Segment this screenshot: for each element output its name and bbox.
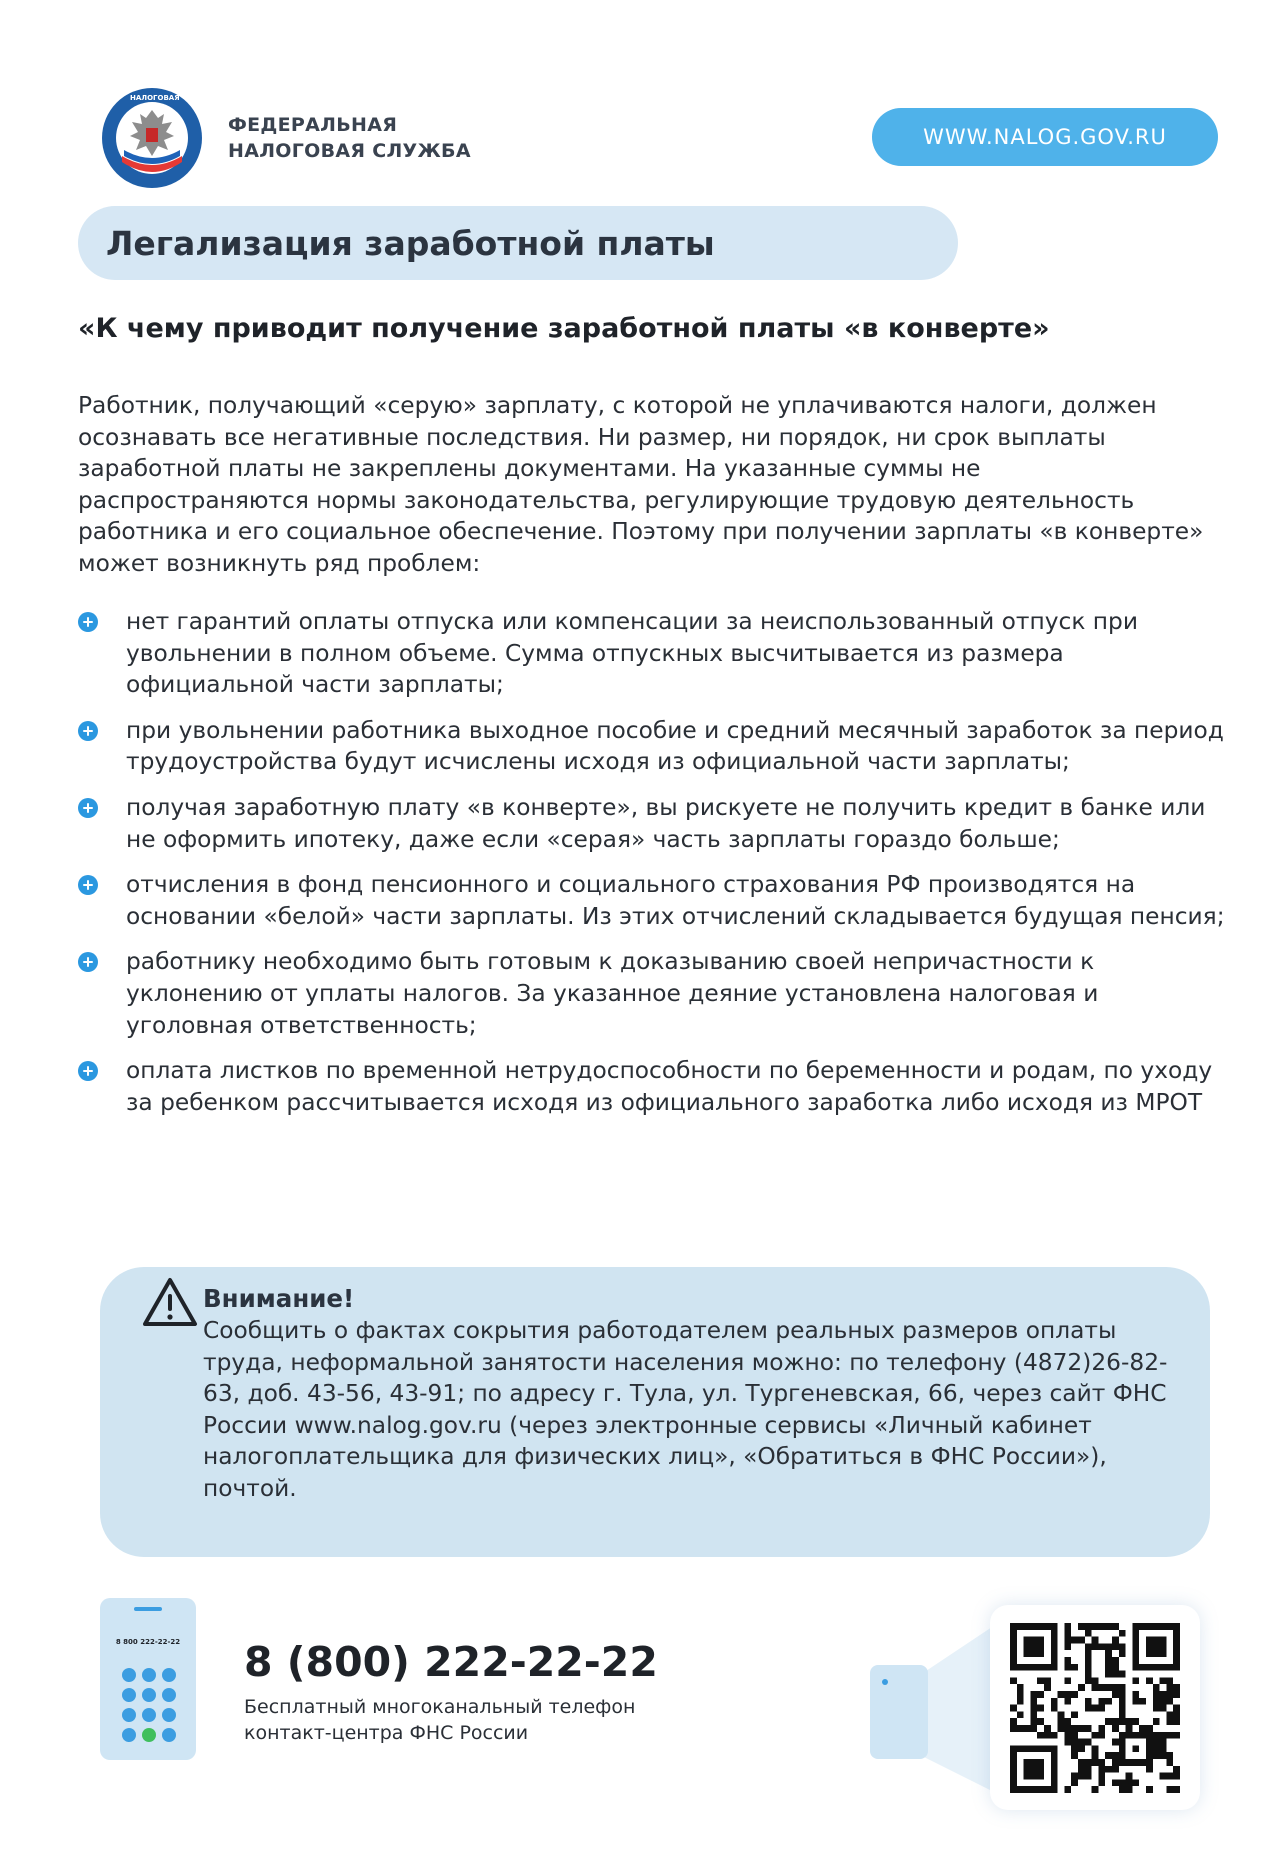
qr-module	[1098, 1732, 1105, 1739]
qr-module	[1098, 1643, 1105, 1650]
svg-text:НАЛОГОВАЯ: НАЛОГОВАЯ	[130, 94, 180, 102]
qr-module	[1064, 1643, 1071, 1650]
qr-module	[1030, 1725, 1037, 1732]
qr-module	[1085, 1773, 1092, 1780]
keypad-key	[122, 1668, 136, 1682]
qr-module	[1132, 1718, 1139, 1725]
qr-module	[1160, 1745, 1167, 1752]
org-name	[228, 112, 471, 164]
phone-keypad-icon	[100, 1598, 196, 1760]
qr-module	[1132, 1745, 1139, 1752]
qr-module	[1092, 1705, 1099, 1712]
qr-module	[1078, 1773, 1085, 1780]
qr-module	[1119, 1711, 1126, 1718]
qr-module	[1119, 1630, 1126, 1637]
phone-mini-number: 8 800 222-22-22	[115, 1638, 181, 1646]
qr-module	[1071, 1739, 1078, 1746]
qr-module	[1166, 1691, 1173, 1698]
plus-circle-icon	[78, 1061, 98, 1081]
qr-module	[1173, 1766, 1180, 1773]
qr-module	[1085, 1630, 1092, 1637]
qr-module	[1085, 1759, 1092, 1766]
qr-module	[1153, 1698, 1160, 1705]
qr-module	[1119, 1705, 1126, 1712]
qr-module	[1037, 1691, 1044, 1698]
qr-module	[1092, 1637, 1099, 1644]
qr-module	[1105, 1718, 1112, 1725]
qr-module	[1119, 1643, 1126, 1650]
qr-module	[1166, 1752, 1173, 1759]
qr-module	[1105, 1698, 1112, 1705]
qr-module	[1119, 1691, 1126, 1698]
qr-module	[1112, 1691, 1119, 1698]
qr-module	[1098, 1766, 1105, 1773]
qr-module	[1071, 1773, 1078, 1780]
qr-module	[1139, 1698, 1146, 1705]
phone-speaker	[134, 1607, 162, 1611]
qr-module	[1030, 1718, 1037, 1725]
org-name-line1: ФЕДЕРАЛЬНАЯ	[228, 114, 398, 136]
qr-module	[1173, 1691, 1180, 1698]
qr-module	[1153, 1732, 1160, 1739]
consequences-list	[78, 606, 1228, 1132]
qr-module	[1160, 1705, 1167, 1712]
qr-module	[1166, 1711, 1173, 1718]
qr-module	[1119, 1684, 1126, 1691]
qr-module	[1017, 1725, 1024, 1732]
qr-module	[1119, 1786, 1126, 1793]
qr-module	[1085, 1671, 1092, 1678]
qr-module	[1024, 1725, 1031, 1732]
qr-module	[1078, 1637, 1085, 1644]
qr-module	[1105, 1650, 1112, 1657]
qr-module	[1017, 1698, 1024, 1705]
qr-module	[1058, 1691, 1065, 1698]
qr-module	[1112, 1637, 1119, 1644]
hotline-desc-line2: контакт-центра ФНС России	[244, 1722, 529, 1744]
qr-module	[1071, 1779, 1078, 1786]
list-item	[78, 869, 1228, 932]
qr-module	[1166, 1773, 1173, 1780]
plus-circle-icon	[78, 612, 98, 632]
qr-module	[1037, 1732, 1044, 1739]
qr-module	[1044, 1725, 1051, 1732]
qr-module	[1173, 1684, 1180, 1691]
qr-module	[1058, 1725, 1065, 1732]
qr-module	[1160, 1732, 1167, 1739]
qr-module	[1105, 1671, 1112, 1678]
qr-module	[1173, 1705, 1180, 1712]
qr-module	[1051, 1698, 1058, 1705]
hotline-description	[244, 1694, 635, 1746]
qr-module	[1153, 1745, 1160, 1752]
keypad-key	[162, 1668, 176, 1682]
qr-module	[1064, 1630, 1071, 1637]
list-item	[78, 946, 1228, 1041]
qr-module	[1085, 1664, 1092, 1671]
qr-module	[1146, 1677, 1153, 1684]
qr-module	[1017, 1711, 1024, 1718]
qr-module	[1078, 1725, 1085, 1732]
qr-module	[1153, 1691, 1160, 1698]
qr-module	[1126, 1773, 1133, 1780]
qr-module	[1112, 1657, 1119, 1664]
qr-module	[1092, 1759, 1099, 1766]
list-item	[78, 1055, 1228, 1118]
qr-module	[1092, 1745, 1099, 1752]
qr-module	[1098, 1705, 1105, 1712]
qr-module	[1085, 1725, 1092, 1732]
qr-module	[1085, 1657, 1092, 1664]
qr-module	[1010, 1718, 1017, 1725]
hotline-number[interactable]: 8 (800) 222-22-22	[244, 1638, 658, 1686]
qr-module	[1160, 1691, 1167, 1698]
list-item-text: получая заработную плату «в конверте», вы рискуете не получить кредит в банке или не оформить ипотеку, даже если «серая» часть зарплаты гораздо больше;	[126, 793, 1206, 853]
qr-module	[1071, 1691, 1078, 1698]
keypad	[122, 1668, 178, 1742]
keypad-call-key	[142, 1728, 156, 1742]
qr-module	[1098, 1759, 1105, 1766]
qr-module	[1105, 1623, 1112, 1630]
qr-module	[1092, 1623, 1099, 1630]
qr-module	[1064, 1718, 1071, 1725]
qr-module	[1112, 1779, 1119, 1786]
qr-module	[1112, 1766, 1119, 1773]
keypad-key	[142, 1708, 156, 1722]
qr-module	[1078, 1623, 1085, 1630]
qr-module	[1132, 1779, 1139, 1786]
qr-module	[1105, 1684, 1112, 1691]
qr-module	[1071, 1711, 1078, 1718]
qr-module	[1098, 1773, 1105, 1780]
qr-module	[1092, 1677, 1099, 1684]
qr-module	[1064, 1637, 1071, 1644]
qr-module	[1153, 1684, 1160, 1691]
qr-module	[1105, 1664, 1112, 1671]
qr-area	[870, 1605, 1220, 1810]
qr-module	[1064, 1623, 1071, 1630]
qr-module	[1153, 1705, 1160, 1712]
qr-module	[1092, 1732, 1099, 1739]
qr-module	[1037, 1677, 1044, 1684]
qr-module	[1105, 1657, 1112, 1664]
qr-module	[1119, 1779, 1126, 1786]
qr-module	[1030, 1698, 1037, 1705]
qr-module	[1126, 1725, 1133, 1732]
keypad-key	[162, 1708, 176, 1722]
qr-module	[1112, 1718, 1119, 1725]
qr-module	[1098, 1779, 1105, 1786]
qr-module	[1058, 1711, 1065, 1718]
qr-module	[1112, 1739, 1119, 1746]
page-subtitle: «К чему приводит получение заработной платы «в конверте»	[78, 313, 1050, 344]
qr-module	[1105, 1766, 1112, 1773]
qr-module	[1105, 1643, 1112, 1650]
qr-module	[1024, 1637, 1044, 1657]
qr-module	[1160, 1677, 1167, 1684]
qr-module	[1071, 1725, 1078, 1732]
qr-module	[1132, 1698, 1139, 1705]
page-title: Легализация заработной платы	[106, 223, 715, 263]
qr-module	[1085, 1643, 1092, 1650]
qr-module	[1139, 1725, 1146, 1732]
title-banner	[78, 206, 958, 280]
qr-module	[1160, 1739, 1167, 1746]
qr-module	[1085, 1677, 1092, 1684]
phone-camera-dot	[882, 1679, 888, 1685]
keypad-key	[122, 1708, 136, 1722]
qr-module	[1173, 1786, 1180, 1793]
keypad-key	[142, 1668, 156, 1682]
qr-module	[1071, 1752, 1078, 1759]
qr-module	[1064, 1677, 1071, 1684]
plus-circle-icon	[78, 721, 98, 741]
qr-module	[1064, 1739, 1071, 1746]
qr-module	[1017, 1684, 1024, 1691]
keypad-key	[122, 1728, 136, 1742]
warning-triangle-icon	[142, 1276, 198, 1328]
qr-module	[1112, 1643, 1119, 1650]
qr-module	[1146, 1637, 1166, 1657]
qr-module	[1126, 1786, 1133, 1793]
qr-module	[1064, 1725, 1071, 1732]
qr-module	[1153, 1739, 1160, 1746]
qr-module	[1085, 1739, 1092, 1746]
qr-module	[1051, 1732, 1058, 1739]
qr-module	[1071, 1745, 1078, 1752]
qr-module	[1051, 1705, 1058, 1712]
qr-module	[1030, 1711, 1037, 1718]
list-item	[78, 792, 1228, 855]
keypad-key	[162, 1688, 176, 1702]
qr-module	[1166, 1677, 1173, 1684]
qr-module	[1119, 1671, 1126, 1678]
list-item-text: при увольнении работника выходное пособие и средний месячный заработок за период трудоустройства будут исчислены исходя из официальной части зарплаты;	[126, 716, 1224, 776]
site-link-button[interactable]: WWW.NALOG.GOV.RU	[872, 108, 1218, 166]
qr-module	[1064, 1657, 1071, 1664]
qr-module	[1010, 1705, 1017, 1712]
qr-module	[1132, 1691, 1139, 1698]
header	[0, 0, 1280, 200]
list-item	[78, 606, 1228, 701]
qr-module	[1132, 1677, 1139, 1684]
qr-module	[1078, 1739, 1085, 1746]
qr-module	[1119, 1650, 1126, 1657]
qr-module	[1166, 1786, 1173, 1793]
qr-module	[1119, 1698, 1126, 1705]
qr-module	[1085, 1650, 1092, 1657]
qr-module	[1078, 1759, 1085, 1766]
warning-title: Внимание!	[203, 1284, 355, 1313]
qr-module	[1166, 1732, 1173, 1739]
qr-module	[1173, 1773, 1180, 1780]
qr-module	[1098, 1725, 1105, 1732]
qr-module	[1112, 1623, 1119, 1630]
qr-module	[1166, 1684, 1173, 1691]
qr-module	[1064, 1786, 1071, 1793]
qr-module	[1112, 1759, 1119, 1766]
fns-eagle-emblem-icon	[100, 86, 204, 190]
qr-module	[1071, 1732, 1078, 1739]
qr-module	[1024, 1759, 1044, 1779]
qr-module	[1037, 1718, 1044, 1725]
qr-module	[1098, 1684, 1105, 1691]
qr-module	[1173, 1711, 1180, 1718]
list-item-text: нет гарантий оплаты отпуска или компенсации за неиспользованный отпуск при увольнении в полном объеме. Сумма отпускных высчитывается из размера официальной части зарплаты;	[126, 608, 1138, 699]
qr-module	[1078, 1745, 1085, 1752]
qr-module	[1126, 1718, 1133, 1725]
qr-module	[1044, 1684, 1051, 1691]
qr-module	[1092, 1752, 1099, 1759]
hotline-desc-line1: Бесплатный многоканальный телефон	[244, 1696, 636, 1718]
qr-module	[1112, 1664, 1119, 1671]
qr-module	[1064, 1732, 1071, 1739]
intro-paragraph: Работник, получающий «серую» зарплату, с которой не уплачиваются налоги, должен осознавать все негативные последствия. Ни размер, ни порядок, ни срок выплаты заработной платы не закреплены документами. На указанные суммы не распространяются нормы законодательства, регулирующие трудовую деятельность работника и его социальное обеспечение. Поэтому при получении зарплаты «в конверте» может возникнуть ряд проблем:	[78, 392, 1204, 577]
plus-circle-icon	[78, 798, 98, 818]
qr-module	[1017, 1691, 1024, 1698]
qr-module	[1010, 1725, 1017, 1732]
qr-module	[1173, 1732, 1180, 1739]
qr-module	[1064, 1698, 1071, 1705]
qr-module	[1166, 1698, 1173, 1705]
plus-circle-icon	[78, 875, 98, 895]
qr-module	[1166, 1759, 1173, 1766]
qr-module	[1085, 1766, 1092, 1773]
qr-module	[1146, 1766, 1153, 1773]
qr-module	[1112, 1752, 1119, 1759]
qr-module	[1146, 1786, 1153, 1793]
qr-module	[1085, 1705, 1092, 1712]
list-item-text: оплата листков по временной нетрудоспособности по беременности и родам, по уходу за ребенком рассчитывается исходя из официального заработка либо исходя из МРОТ	[126, 1057, 1213, 1116]
warning-text: Сообщить о фактах сокрытия работодателем реальных размеров оплаты труда, неформальной занятости населения можно: по телефону (4872)26-82-63, доб. 43-56, 43-91; по адресу г. Тула, ул. Тургеневская, 66, через сайт ФНС России www.nalog.gov.ru (через электронные сервисы «Личный кабинет налогоплательщика для физических лиц», «Обратиться в ФНС России»), почтой.	[203, 1317, 1168, 1502]
qr-module	[1153, 1718, 1160, 1725]
list-item-text: работнику необходимо быть готовым к доказыванию своей непричастности к уклонению от уплаты налогов. За указанное деяние установлена налоговая и уголовная ответственность;	[126, 948, 1099, 1039]
qr-module	[1160, 1752, 1167, 1759]
qr-module	[1064, 1691, 1071, 1698]
qr-module	[1126, 1779, 1133, 1786]
qr-module	[1112, 1725, 1119, 1732]
keypad-key	[122, 1688, 136, 1702]
keypad-key	[142, 1688, 156, 1702]
plus-circle-icon	[78, 952, 98, 972]
qr-module	[1098, 1698, 1105, 1705]
qr-module	[1078, 1684, 1085, 1691]
qr-module	[1044, 1732, 1051, 1739]
qr-module	[1085, 1698, 1092, 1705]
qr-module	[1160, 1773, 1167, 1780]
qr-module	[1146, 1725, 1153, 1732]
qr-module	[1173, 1718, 1180, 1725]
qr-module	[1092, 1684, 1099, 1691]
qr-code-icon[interactable]	[1000, 1623, 1190, 1793]
qr-module	[1098, 1623, 1105, 1630]
qr-module	[1044, 1677, 1051, 1684]
list-item	[78, 715, 1228, 778]
qr-module	[1071, 1664, 1078, 1671]
qr-module	[1078, 1766, 1085, 1773]
qr-module	[1105, 1752, 1112, 1759]
qr-module	[1010, 1677, 1017, 1684]
qr-module	[1030, 1705, 1037, 1712]
qr-module	[1119, 1718, 1126, 1725]
qr-module	[1112, 1684, 1119, 1691]
qr-module	[1153, 1752, 1160, 1759]
qr-module	[1030, 1691, 1037, 1698]
qr-module	[1071, 1637, 1078, 1644]
qr-module	[1037, 1705, 1044, 1712]
scanning-phone-icon	[870, 1665, 928, 1759]
list-item-text: отчисления в фонд пенсионного и социального страхования РФ производятся на основании «белой» части зарплаты. Из этих отчислений складывается будущая пенсия;	[126, 871, 1225, 930]
qr-module	[1112, 1671, 1119, 1678]
qr-module	[1058, 1718, 1065, 1725]
qr-module	[1092, 1786, 1099, 1793]
qr-module	[1166, 1718, 1173, 1725]
qr-module	[1064, 1664, 1071, 1671]
qr-module	[1085, 1623, 1092, 1630]
qr-module	[1092, 1643, 1099, 1650]
qr-module	[1160, 1698, 1167, 1705]
keypad-key	[162, 1728, 176, 1742]
org-name-line2: НАЛОГОВАЯ СЛУЖБА	[228, 140, 471, 162]
